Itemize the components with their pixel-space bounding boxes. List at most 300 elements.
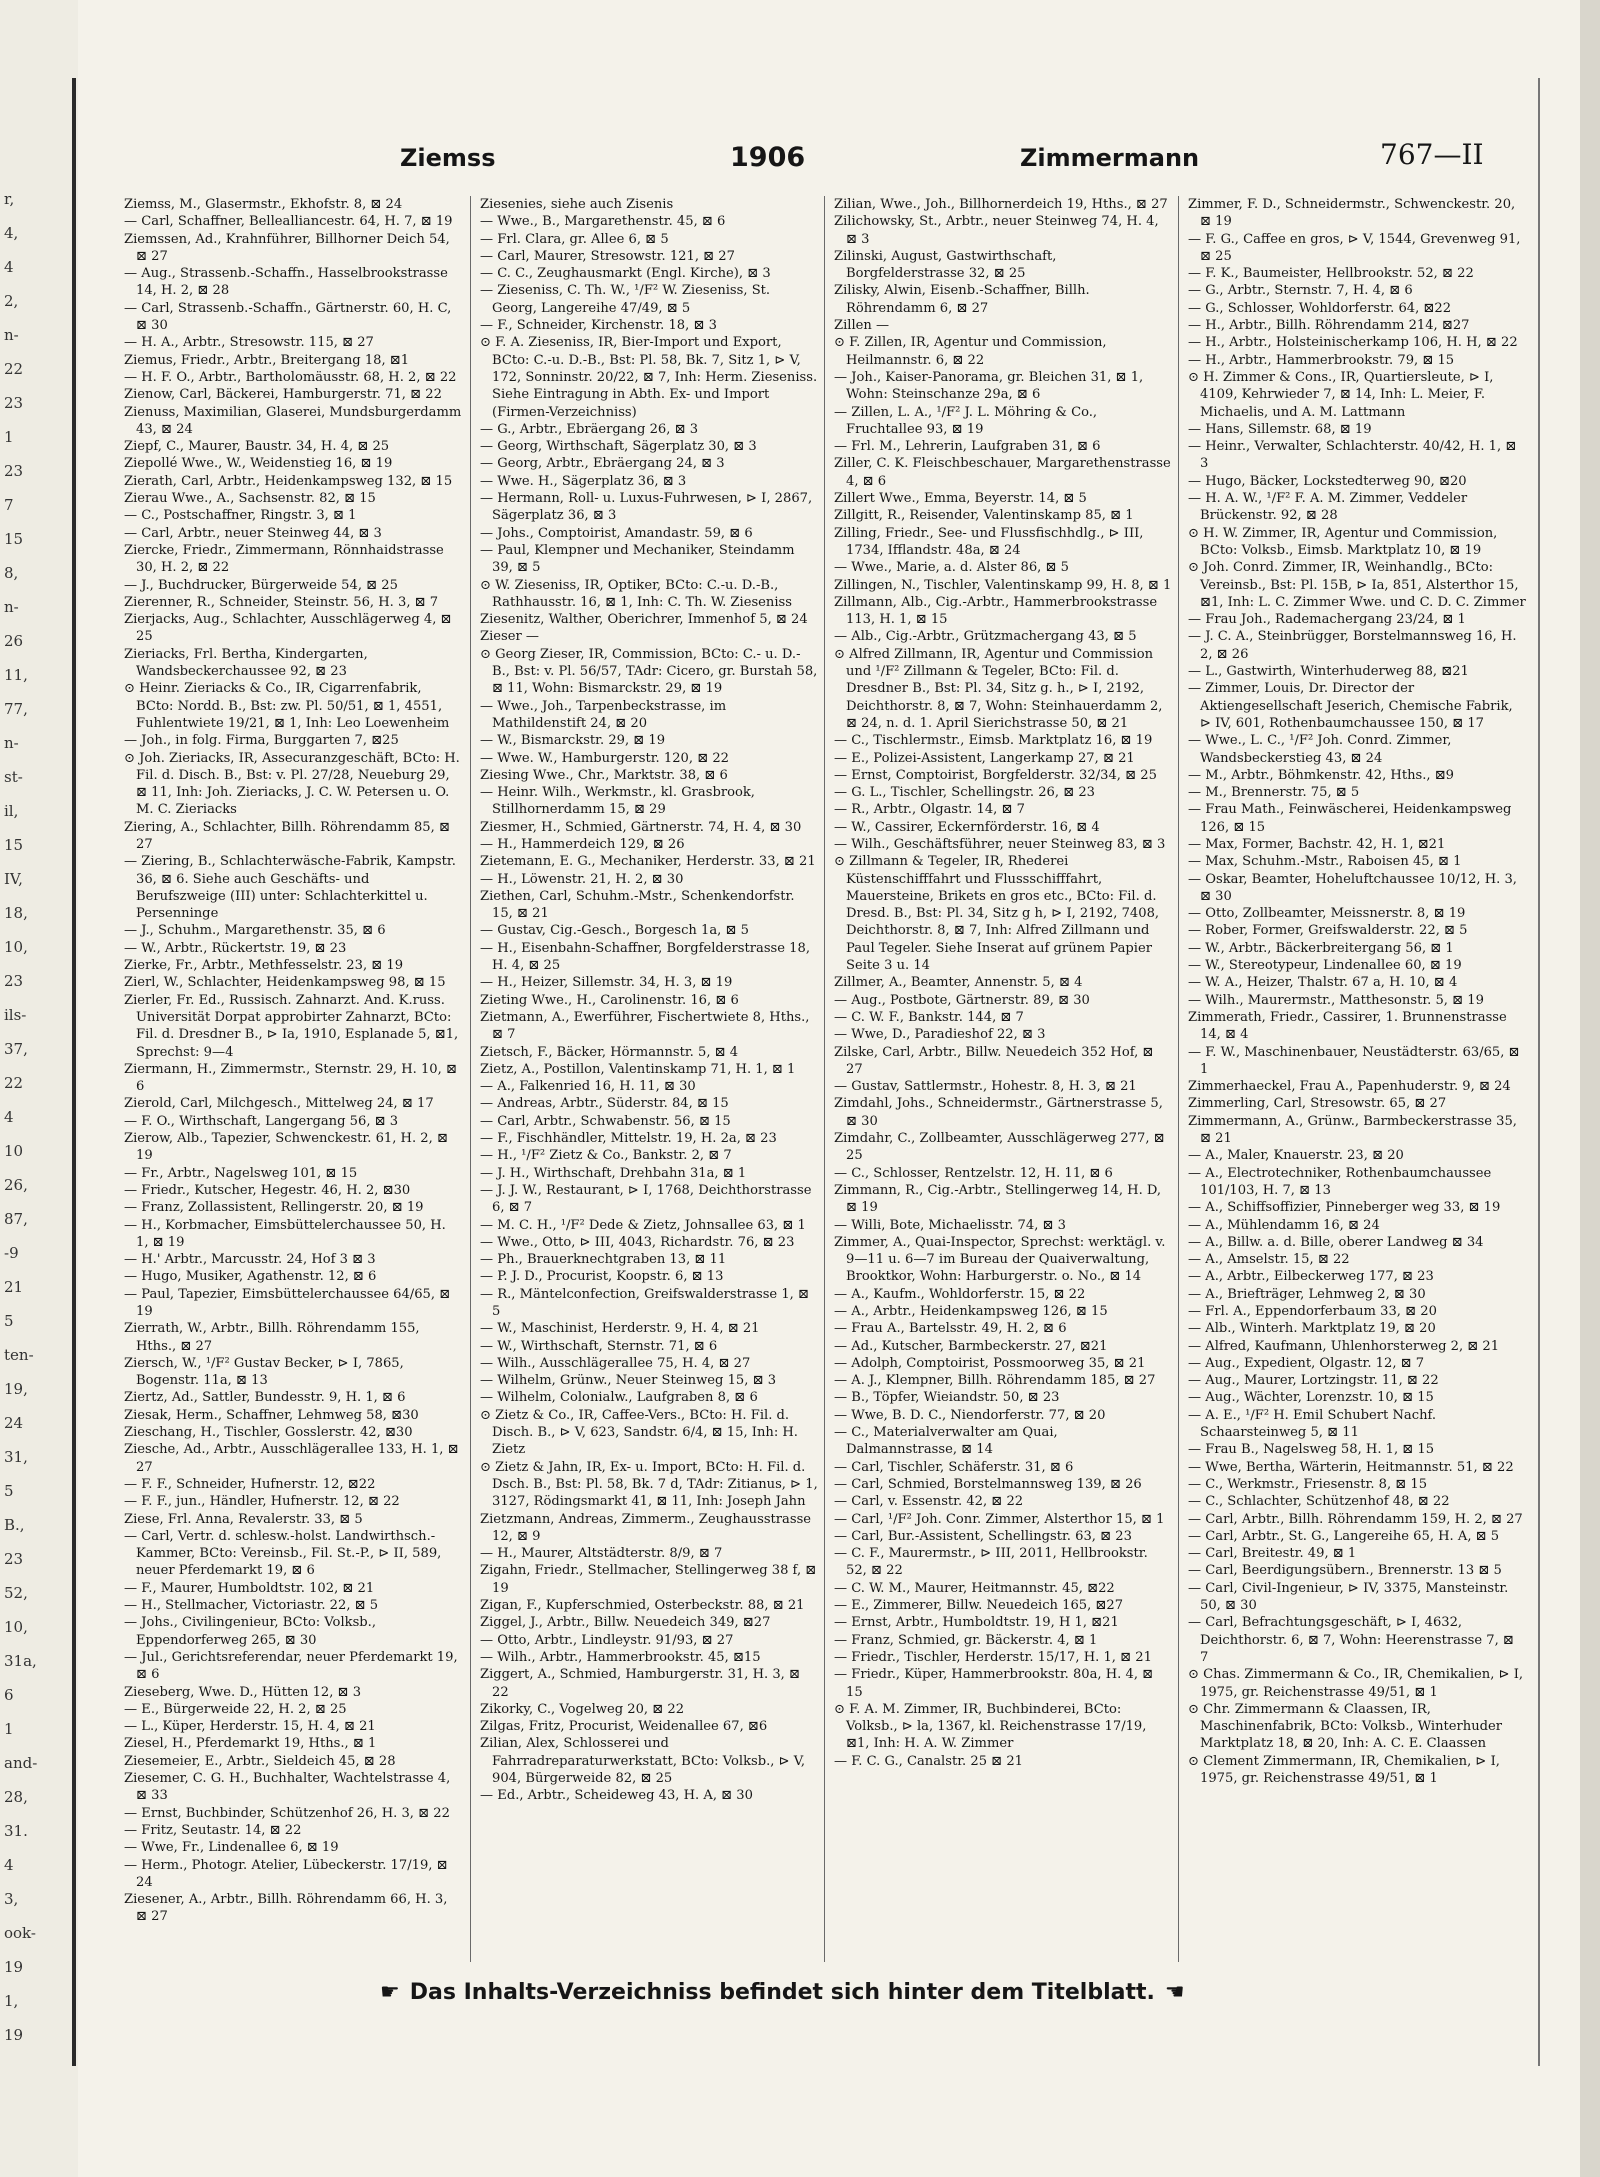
directory-entry: Ziesemeier, E., Arbtr., Sieldeich 45, ⊠ 28: [124, 1753, 396, 1769]
margin-fragment: B.,: [4, 1516, 25, 1534]
directory-entry: — W., Arbtr., Bäckerbreitergang 56, ⊠ 1: [1188, 940, 1454, 956]
header-left-name: Ziemss: [400, 144, 496, 172]
margin-fragment: IV,: [4, 870, 23, 888]
directory-entry: Ziesche, Ad., Arbtr., Ausschlägerallee 133, H. 1, ⊠ 27: [124, 1442, 459, 1475]
directory-entry: Zilian, Alex, Schlosserei und Fahrradreparaturwerkstatt, BCto: Volksb., ⊳ V, 904, Bürgerweide 82, ⊠ 25: [480, 1736, 806, 1787]
directory-entry: — Ad., Kutscher, Barmbeckerstr. 27, ⊠21: [834, 1338, 1108, 1354]
footer-text: Das Inhalts-Verzeichniss befindet sich hinter dem Titelblatt.: [409, 1979, 1155, 2005]
directory-entry: — Aug., Expedient, Olgastr. 12, ⊠ 7: [1188, 1355, 1425, 1371]
directory-entry: Zilgas, Fritz, Procurist, Weidenallee 67, ⊠6: [480, 1719, 768, 1735]
directory-entry: — H. F. O., Arbtr., Bartholomäusstr. 68, H. 2, ⊠ 22: [124, 369, 457, 385]
directory-entry: — Zimmer, Louis, Dr. Director der Aktiengesellschaft Jeserich, Chemische Fabrik, ⊳ IV, 601, Rothenbaumchaussee 150, ⊠ 17: [1188, 681, 1513, 731]
margin-fragment: 23: [4, 972, 24, 990]
directory-entry: Zillen —: [834, 318, 890, 334]
directory-entry: Zilling, Friedr., See- und Flussfischhdlg., ⊳ III, 1734, Ifflandstr. 48a, ⊠ 24: [834, 525, 1144, 558]
directory-entry: — Ernst, Arbtr., Humboldtstr. 19, H 1, ⊠21: [834, 1615, 1119, 1631]
directory-entry: — Max, Schuhm.-Mstr., Raboisen 45, ⊠ 1: [1188, 854, 1462, 870]
directory-entry: — Hans, Sillemstr. 68, ⊠ 19: [1188, 421, 1372, 437]
directory-entry: — C. F., Maurermstr., ⊳ III, 2011, Hellbrookstr. 52, ⊠ 22: [834, 1546, 1148, 1579]
margin-fragment: 87,: [4, 1210, 28, 1228]
directory-entry: Zilisky, Alwin, Eisenb.-Schaffner, Billh. Röhrendamm 6, ⊠ 27: [834, 283, 1090, 316]
directory-entry: — Aug., Wächter, Lorenzstr. 10, ⊠ 15: [1188, 1390, 1434, 1406]
directory-entry: Zimmerhaeckel, Frau A., Papenhuderstr. 9, ⊠ 24: [1188, 1079, 1511, 1095]
directory-entry: — C., Schlosser, Rentzelstr. 12, H. 11, ⊠ 6: [834, 1165, 1113, 1181]
directory-entry: — Carl, v. Essenstr. 42, ⊠ 22: [834, 1494, 1024, 1510]
directory-entry: — Ernst, Buchbinder, Schützenhof 26, H. 3, ⊠ 22: [124, 1805, 450, 1821]
directory-entry: — M., Brennerstr. 75, ⊠ 5: [1188, 785, 1360, 801]
directory-entry: Zimmermann, A., Grünw., Barmbeckerstrasse 35, ⊠ 21: [1188, 1113, 1517, 1147]
directory-entry: ⊙ H. W. Zimmer, IR, Agentur und Commission, BCto: Volksb., Eimsb. Marktplatz 10, ⊠ 19: [1188, 525, 1498, 558]
margin-fragment: 19: [4, 1958, 24, 1976]
directory-entry: — A., Arbtr., Eilbeckerweg 177, ⊠ 23: [1188, 1269, 1434, 1285]
directory-entry: — Carl, Arbtr., St. G., Langereihe 65, H. A, ⊠ 5: [1188, 1528, 1500, 1544]
directory-entry: — Heinr., Verwalter, Schlachterstr. 40/42, H. 1, ⊠ 3: [1188, 439, 1517, 472]
footer-note: [380, 1976, 1280, 2008]
directory-entry: Ziesener, A., Arbtr., Billh. Röhrendamm 66, H. 3, ⊠ 27: [124, 1892, 448, 1925]
directory-entry: — Frau Math., Feinwäscherei, Heidenkampsweg 126, ⊠ 15: [1188, 802, 1512, 835]
header-right-name: Zimmermann: [1020, 144, 1200, 172]
margin-fragment: n-: [4, 598, 19, 616]
margin-fragment: 21: [4, 1278, 24, 1296]
directory-entry: Ziepollé Wwe., W., Weidenstieg 16, ⊠ 19: [124, 456, 393, 472]
pointing-hand-right-icon: ☛: [380, 1979, 400, 2005]
directory-entry: — Rober, Former, Greifswalderstr. 22, ⊠ 5: [1188, 923, 1468, 939]
directory-entry: — Otto, Zollbeamter, Meissnerstr. 8, ⊠ 19: [1188, 906, 1466, 922]
directory-entry: Ziertz, Ad., Sattler, Bundesstr. 9, H. 1, ⊠ 6: [124, 1390, 406, 1406]
directory-entry: Zillmann, Alb., Cig.-Arbtr., Hammerbrookstrasse 113, H. 1, ⊠ 15: [834, 594, 1158, 628]
directory-entry: — Gustav, Cig.-Gesch., Borgesch 1a, ⊠ 5: [480, 923, 749, 939]
directory-entry: Zimdahr, C., Zollbeamter, Ausschlägerweg 277, ⊠ 25: [834, 1131, 1165, 1164]
directory-entry: — H., Arbtr., Billh. Röhrendamm 214, ⊠27: [1188, 318, 1470, 334]
directory-entry: — Wwe, Bertha, Wärterin, Heitmannstr. 51, ⊠ 22: [1188, 1459, 1514, 1475]
directory-entry: — Carl, Breitestr. 49, ⊠ 1: [1188, 1546, 1357, 1562]
directory-entry: Zierrath, W., Arbtr., Billh. Röhrendamm 155, Hths., ⊠ 27: [124, 1321, 420, 1354]
margin-fragment: 19,: [4, 1380, 28, 1398]
margin-fragment: 24: [4, 1414, 24, 1432]
directory-entry: — W. A., Heizer, Thalstr. 67 a, H. 10, ⊠ 4: [1188, 975, 1458, 991]
directory-entry: — Fritz, Seutastr. 14, ⊠ 22: [124, 1822, 302, 1838]
directory-entry: Ziesenies, siehe auch Zisenis: [480, 197, 674, 212]
directory-entry: ⊙ Chas. Zimmermann & Co., IR, Chemikalien, ⊳ I, 1975, gr. Reichenstrasse 49/51, ⊠ 1: [1188, 1667, 1524, 1700]
directory-entry: — F. G., Caffee en gros, ⊳ V, 1544, Grevenweg 91, ⊠ 25: [1188, 231, 1521, 264]
directory-entry: Zilske, Carl, Arbtr., Billw. Neuedeich 352 Hof, ⊠ 27: [834, 1044, 1154, 1077]
directory-entry: — B., Töpfer, Wieiandstr. 50, ⊠ 23: [834, 1390, 1060, 1406]
directory-entry: — Otto, Arbtr., Lindleystr. 91/93, ⊠ 27: [480, 1632, 734, 1648]
margin-fragment: 26: [4, 632, 24, 650]
directory-entry: — Paul, Tapezier, Eimsbüttelerchaussee 64/65, ⊠ 19: [124, 1286, 451, 1319]
directory-entry: Ziepf, C., Maurer, Baustr. 34, H. 4, ⊠ 25: [124, 439, 390, 455]
directory-entry: — Wwe., Otto, ⊳ III, 4043, Richardstr. 76, ⊠ 23: [480, 1234, 795, 1250]
directory-entry: — Georg, Arbtr., Ebräergang 24, ⊠ 3: [480, 456, 725, 472]
directory-entry: Zietz, A., Postillon, Valentinskamp 71, H. 1, ⊠ 1: [480, 1061, 796, 1077]
directory-entry: — G., Arbtr., Sternstr. 7, H. 4, ⊠ 6: [1188, 283, 1413, 299]
margin-fragment: 28,: [4, 1788, 28, 1806]
margin-fragment: 5: [4, 1312, 14, 1330]
directory-entry: ⊙ Chr. Zimmermann & Claassen, IR, Maschinenfabrik, BCto: Volksb., Winterhuder Marktplatz 18, ⊠ 20, Inh: A. C. E. Claassen: [1188, 1701, 1503, 1752]
margin-fragment: n-: [4, 734, 19, 752]
margin-fragment: 22: [4, 1074, 24, 1092]
directory-entry: — H., Maurer, Altstädterstr. 8/9, ⊠ 7: [480, 1546, 723, 1562]
directory-entry: ⊙ Zillmann & Tegeler, IR, Rhederei Küstenschifffahrt und Flussschifffahrt, Mauersteine, Brikets en gros etc., BCto: Fil. d. Dresd. B., Bst: Pl. 34, Sitz g h, ⊳ I, 2192, 7408, Deichthorstr. 8, ⊠ 7, Inh: Alfred Zillmann und Paul Tegeler. Siehe Inserat auf grünem Papier Seite 3 u. 14: [834, 854, 1160, 974]
left-binding-rule: [72, 78, 76, 2066]
directory-entry: — Aug., Postbote, Gärtnerstr. 89, ⊠ 30: [834, 992, 1090, 1008]
directory-entry: Zimmer, F. D., Schneidermstr., Schwenckestr. 20, ⊠ 19: [1188, 197, 1516, 230]
directory-entry: — Carl, Maurer, Stresowstr. 121, ⊠ 27: [480, 248, 735, 264]
directory-entry: — C., Materialverwalter am Quai, Dalmannstrasse, ⊠ 14: [834, 1425, 1058, 1458]
directory-entry: — Wilhelm, Colonialw., Laufgraben 8, ⊠ 6: [480, 1390, 758, 1406]
margin-fragment: 11,: [4, 666, 28, 684]
directory-entry: — Wilh., Maurermstr., Matthesonstr. 5, ⊠ 19: [1188, 992, 1484, 1008]
directory-entry: — Carl, Schaffner, Bellealliancestr. 64, H. 7, ⊠ 19: [124, 214, 453, 230]
directory-entry: — H.' Arbtr., Marcusstr. 24, Hof 3 ⊠ 3: [124, 1252, 376, 1268]
directory-entry: — W., Bismarckstr. 29, ⊠ 19: [480, 733, 666, 749]
directory-entry: — F. O., Wirthschaft, Langergang 56, ⊠ 3: [124, 1113, 399, 1129]
directory-entry: Ziesenitz, Walther, Oberichrer, Immenhof 5, ⊠ 24: [480, 612, 808, 628]
margin-fragment: r,: [4, 190, 15, 208]
directory-entry: — C. C., Zeughausmarkt (Engl. Kirche), ⊠ 3: [480, 266, 771, 282]
right-page-edge: [1580, 0, 1600, 2177]
directory-entry: — R., Mäntelconfection, Greifswalderstrasse 1, ⊠ 5: [480, 1286, 809, 1319]
directory-entry: Ziermann, H., Zimmermstr., Sternstr. 29, H. 10, ⊠ 6: [124, 1061, 457, 1095]
margin-fragment: 8,: [4, 564, 19, 582]
directory-entry: Zienow, Carl, Bäckerei, Hamburgerstr. 71, ⊠ 22: [124, 387, 442, 403]
directory-entry: — W., Cassirer, Eckernförderstr. 16, ⊠ 4: [834, 819, 1100, 835]
directory-entry: Zimmann, R., Cig.-Arbtr., Stellingerweg 14, H. D, ⊠ 19: [834, 1182, 1162, 1216]
directory-entry: — Hugo, Musiker, Agathenstr. 12, ⊠ 6: [124, 1269, 377, 1285]
directory-entry: Zimdahl, Johs., Schneidermstr., Gärtnerstrasse 5, ⊠ 30: [834, 1096, 1163, 1129]
directory-entry: — C. W. F., Bankstr. 144, ⊠ 7: [834, 1009, 1024, 1025]
directory-entry: Zienuss, Maximilian, Glaserei, Mundsburgerdamm 43, ⊠ 24: [124, 404, 462, 437]
directory-entry: — Alfred, Kaufmann, Uhlenhorsterweg 2, ⊠ 21: [1188, 1338, 1500, 1354]
margin-fragment: 1: [4, 428, 14, 446]
directory-entry: Zierenner, R., Schneider, Steinstr. 56, H. 3, ⊠ 7: [124, 594, 439, 610]
margin-fragment: 22: [4, 360, 24, 378]
directory-entry: — Franz, Schmied, gr. Bäckerstr. 4, ⊠ 1: [834, 1632, 1098, 1648]
directory-entry: ⊙ H. Zimmer & Cons., IR, Quartiersleute, ⊳ I, 4109, Kehrwieder 7, ⊠ 14, Inh: L. Meier, F. Michaelis, und A. M. Lattmann: [1188, 369, 1494, 420]
directory-entry: — Willi, Bote, Michaelisstr. 74, ⊠ 3: [834, 1217, 1066, 1233]
directory-entry: — F., Schneider, Kirchenstr. 18, ⊠ 3: [480, 318, 717, 334]
directory-entry: Zierl, W., Schlachter, Heidenkampsweg 98, ⊠ 15: [124, 975, 446, 991]
directory-entry: — J., Buchdrucker, Bürgerweide 54, ⊠ 25: [124, 577, 398, 593]
directory-entry: Ziemss, M., Glasermstr., Ekhofstr. 8, ⊠ 24: [124, 197, 403, 212]
margin-fragment: 3,: [4, 1890, 19, 1908]
margin-fragment: 10,: [4, 1618, 28, 1636]
margin-fragment: 4: [4, 1108, 14, 1126]
directory-entry: — Wilhelm, Grünw., Neuer Steinweg 15, ⊠ 3: [480, 1373, 777, 1389]
directory-entry: Zierau Wwe., A., Sachsenstr. 82, ⊠ 15: [124, 491, 376, 507]
directory-entry: — E., Zimmerer, Billw. Neuedeich 165, ⊠27: [834, 1598, 1124, 1614]
directory-entry: — Jul., Gerichtsreferendar, neuer Pferdemarkt 19, ⊠ 6: [124, 1649, 458, 1683]
directory-entry: — H., Arbtr., Hammerbrookstr. 79, ⊠ 15: [1188, 352, 1455, 368]
directory-entry: — Frl. M., Lehrerin, Laufgraben 31, ⊠ 6: [834, 439, 1101, 455]
margin-fragment: n-: [4, 326, 19, 344]
directory-entry: — Wwe, Fr., Lindenallee 6, ⊠ 19: [124, 1840, 339, 1856]
directory-entry: — Andreas, Arbtr., Süderstr. 84, ⊠ 15: [480, 1096, 729, 1112]
directory-entry: — Carl, Arbtr., neuer Steinweg 44, ⊠ 3: [124, 525, 382, 541]
directory-entry: — A. J., Klempner, Billh. Röhrendamm 185, ⊠ 27: [834, 1373, 1156, 1389]
directory-entry: — Frau B., Nagelsweg 58, H. 1, ⊠ 15: [1188, 1442, 1435, 1458]
directory-entry: — W., Maschinist, Herderstr. 9, H. 4, ⊠ 21: [480, 1321, 760, 1337]
margin-fragment: 1: [4, 1720, 14, 1738]
directory-entry: Zikorky, C., Vogelweg 20, ⊠ 22: [480, 1701, 685, 1717]
directory-entry: — Friedr., Küper, Hammerbrookstr. 80a, H. 4, ⊠ 15: [834, 1667, 1154, 1700]
directory-entry: — F. C. G., Canalstr. 25 ⊠ 21: [834, 1753, 1023, 1769]
directory-entry: Zilichowsky, St., Arbtr., neuer Steinweg 74, H. 4, ⊠ 3: [834, 214, 1159, 247]
margin-fragment: st-: [4, 768, 23, 786]
directory-entry: — C. W. M., Maurer, Heitmannstr. 45, ⊠22: [834, 1580, 1115, 1596]
directory-entry: Zierjacks, Aug., Schlachter, Ausschlägerweg 4, ⊠ 25: [124, 612, 452, 645]
directory-entry: — Ph., Brauerknechtgraben 13, ⊠ 11: [480, 1252, 727, 1268]
directory-entry: — Aug., Strassenb.-Schaffn., Hasselbrookstrasse 14, H. 2, ⊠ 28: [124, 266, 448, 299]
directory-entry: Ziemus, Friedr., Arbtr., Breitergang 18, ⊠1: [124, 352, 410, 368]
directory-entry: — J., Schuhm., Margarethenstr. 35, ⊠ 6: [124, 923, 386, 939]
directory-entry: — Ziering, B., Schlachterwäsche-Fabrik, Kampstr. 36, ⊠ 6. Siehe auch Geschäfts- und Berufszweige (III) unter: Schlachterkittel u. Persenninge: [124, 854, 456, 922]
directory-entry: — F. F., Schneider, Hufnerstr. 12, ⊠22: [124, 1476, 376, 1492]
directory-entry: — H., Arbtr., Holsteinischerkamp 106, H. H, ⊠ 22: [1188, 335, 1518, 351]
directory-entry: — A., Mühlendamm 16, ⊠ 24: [1188, 1217, 1380, 1233]
directory-entry: Zimmer, A., Quai-Inspector, Sprechst: werktägl. v. 9—11 u. 6—7 im Bureau der Quaiverwaltung, Brooktkor, Wohn: Harburgerstr. o. No., ⊠ 14: [834, 1234, 1166, 1285]
directory-entry: — Ernst, Comptoirist, Borgfelderstr. 32/34, ⊠ 25: [834, 767, 1157, 783]
directory-entry: — Wwe, B. D. C., Niendorferstr. 77, ⊠ 20: [834, 1407, 1106, 1423]
directory-entry: — W., Arbtr., Rückertstr. 19, ⊠ 23: [124, 940, 347, 956]
directory-entry: Zigahn, Friedr., Stellmacher, Stellingerweg 38 f, ⊠ 19: [480, 1563, 817, 1596]
directory-entry: — H., Stellmacher, Victoriastr. 22, ⊠ 5: [124, 1598, 379, 1614]
directory-entry: — C., Werkmstr., Friesenstr. 8, ⊠ 15: [1188, 1476, 1428, 1492]
directory-entry: Zimmerling, Carl, Stresowstr. 65, ⊠ 27: [1188, 1096, 1447, 1112]
directory-entry: — E., Polizei-Assistent, Langerkamp 27, ⊠ 21: [834, 750, 1135, 766]
directory-entry: — Alb., Winterh. Marktplatz 19, ⊠ 20: [1188, 1321, 1436, 1337]
margin-fragment: 5: [4, 1482, 14, 1500]
directory-column-3: [834, 196, 1172, 1962]
directory-entry: — C., Tischlermstr., Eimsb. Marktplatz 16, ⊠ 19: [834, 733, 1153, 749]
directory-columns: [118, 196, 1526, 1962]
margin-fragment: 4: [4, 1856, 14, 1874]
margin-fragment: 31,: [4, 1448, 28, 1466]
directory-entry: — F., Fischhändler, Mittelstr. 19, H. 2a, ⊠ 23: [480, 1131, 777, 1147]
directory-column-4: [1188, 196, 1526, 1962]
directory-entry: — Wwe., Joh., Tarpenbeckstrasse, im Mathildenstift 24, ⊠ 20: [480, 698, 727, 731]
directory-entry: Zietemann, E. G., Mechaniker, Herderstr. 33, ⊠ 21: [480, 854, 816, 870]
margin-fragment: 15: [4, 836, 24, 854]
directory-entry: — R., Arbtr., Olgastr. 14, ⊠ 7: [834, 802, 1025, 818]
margin-fragment: 2,: [4, 292, 19, 310]
directory-entry: Zigan, F., Kupferschmied, Osterbeckstr. 88, ⊠ 21: [480, 1598, 805, 1614]
directory-entry: Ziesel, H., Pferdemarkt 19, Hths., ⊠ 1: [124, 1736, 377, 1752]
directory-entry: — Herm., Photogr. Atelier, Lübeckerstr. 17/19, ⊠ 24: [124, 1857, 448, 1890]
directory-entry: — Carl, Arbtr., Schwabenstr. 56, ⊠ 15: [480, 1113, 731, 1129]
directory-entry: — Frl. A., Eppendorferbaum 33, ⊠ 20: [1188, 1304, 1437, 1319]
directory-entry: — J. C. A., Steinbrügger, Borstelmannsweg 16, H. 2, ⊠ 26: [1188, 629, 1517, 662]
margin-fragment: 52,: [4, 1584, 28, 1602]
directory-entry: — Joh., in folg. Firma, Burggarten 7, ⊠25: [124, 733, 399, 749]
directory-entry: Ziese, Frl. Anna, Revalerstr. 33, ⊠ 5: [124, 1511, 363, 1527]
directory-entry: — F., Maurer, Humboldtstr. 102, ⊠ 21: [124, 1580, 375, 1596]
directory-entry: — Zieseniss, C. Th. W., ¹/F² W. Zieseniss, St. Georg, Langereihe 47/49, ⊠ 5: [480, 283, 771, 316]
directory-entry: Zilinski, August, Gastwirthschaft, Borgfelderstrasse 32, ⊠ 25: [834, 248, 1057, 282]
directory-entry: Zillgitt, R., Reisender, Valentinskamp 85, ⊠ 1: [834, 508, 1134, 524]
directory-entry: ⊙ Alfred Zillmann, IR, Agentur und Commission und ¹/F² Zillmann & Tegeler, BCto: Fil. d. Dresdner B., Bst: Pl. 34, Sitz g. h., ⊳ I, 2192, Deichthorstr. 8, ⊠ 7, Wohn: Steinhauerdamm 2, ⊠ 24, n. d. 1. April Sierichstrasse 50, ⊠ 21: [834, 646, 1163, 731]
column-divider: [470, 196, 471, 1962]
directory-entry: — H., Löwenstr. 21, H. 2, ⊠ 30: [480, 871, 684, 887]
directory-entry: Ziesemer, C. G. H., Buchhalter, Wachtelstrasse 4, ⊠ 33: [124, 1771, 451, 1804]
directory-entry: — Wilh., Arbtr., Hammerbrookstr. 45, ⊠15: [480, 1649, 761, 1665]
directory-entry: — Frau Joh., Rademachergang 23/24, ⊠ 1: [1188, 612, 1466, 628]
directory-entry: — Franz, Zollassistent, Rellingerstr. 20, ⊠ 19: [124, 1200, 424, 1216]
directory-entry: Ziggert, A., Schmied, Hamburgerstr. 31, H. 3, ⊠ 22: [480, 1667, 800, 1700]
directory-entry: Ziller, C. K. Fleischbeschauer, Margarethenstrasse 4, ⊠ 6: [834, 456, 1171, 489]
directory-entry: Ziemssen, Ad., Krahnführer, Billhorner Deich 54, ⊠ 27: [124, 231, 450, 264]
right-page-border: [1538, 78, 1540, 2066]
directory-entry: — Carl, Arbtr., Billh. Röhrendamm 159, H. 2, ⊠ 27: [1188, 1511, 1523, 1527]
directory-column-1: [124, 196, 462, 1962]
directory-entry: — Paul, Klempner und Mechaniker, Steindamm 39, ⊠ 5: [480, 542, 795, 576]
directory-entry: ⊙ Clement Zimmermann, IR, Chemikalien, ⊳ I, 1975, gr. Reichenstrasse 49/51, ⊠ 1: [1188, 1753, 1500, 1787]
directory-entry: — J. H., Wirthschaft, Drehbahn 31a, ⊠ 1: [480, 1165, 747, 1181]
directory-entry: — E., Bürgerweide 22, H. 2, ⊠ 25: [124, 1701, 347, 1717]
directory-entry: Zilian, Wwe., Joh., Billhornerdeich 19, Hths., ⊠ 27: [834, 197, 1168, 212]
directory-entry: — Carl, Vertr. d. schlesw.-holst. Landwirthsch.-Kammer, BCto: Vereinsb., Fil. St.-P., ⊳ II, 589, neuer Pferdemarkt 19, ⊠ 6: [124, 1528, 442, 1579]
directory-entry: — Friedr., Tischler, Herderstr. 15/17, H. 1, ⊠ 21: [834, 1649, 1152, 1665]
directory-entry: — H. A. W., ¹/F² F. A. M. Zimmer, Veddeler Brückenstr. 92, ⊠ 28: [1188, 491, 1468, 524]
directory-entry: Ziesak, Herm., Schaffner, Lehmweg 58, ⊠30: [124, 1407, 419, 1423]
margin-fragment: 23: [4, 1550, 24, 1568]
directory-entry: Ziethen, Carl, Schuhm.-Mstr., Schenkendorfstr. 15, ⊠ 21: [480, 888, 795, 922]
directory-entry: — Fr., Arbtr., Nagelsweg 101, ⊠ 15: [124, 1165, 358, 1181]
directory-entry: — Gustav, Sattlermstr., Hohestr. 8, H. 3, ⊠ 21: [834, 1079, 1137, 1095]
directory-entry: — A., Arbtr., Heidenkampsweg 126, ⊠ 15: [834, 1304, 1108, 1319]
directory-entry: — Carl, Strassenb.-Schaffn., Gärtnerstr. 60, H. C, ⊠ 30: [124, 300, 452, 334]
directory-entry: — Zillen, L. A., ¹/F² J. L. Möhring & Co., Fruchtallee 93, ⊠ 19: [834, 404, 1098, 437]
directory-entry: — J. J. W., Restaurant, ⊳ I, 1768, Deichthorstrasse 6, ⊠ 7: [480, 1182, 812, 1216]
margin-fragment: ils-: [4, 1006, 27, 1024]
directory-entry: — Carl, Befrachtungsgeschäft, ⊳ I, 4632, Deichthorstr. 6, ⊠ 7, Wohn: Heerenstrasse 7, ⊠ 7: [1188, 1615, 1514, 1665]
directory-entry: — G., Arbtr., Ebräergang 26, ⊠ 3: [480, 421, 699, 437]
directory-entry: — Carl, ¹/F² Joh. Conr. Zimmer, Alsterthor 15, ⊠ 1: [834, 1511, 1165, 1527]
directory-entry: Ziesing Wwe., Chr., Marktstr. 38, ⊠ 6: [480, 767, 728, 783]
directory-entry: — Max, Former, Bachstr. 42, H. 1, ⊠21: [1188, 836, 1446, 852]
page-header: [380, 140, 1540, 180]
margin-fragment: 4: [4, 258, 14, 276]
directory-entry: — C., Schlachter, Schützenhof 48, ⊠ 22: [1188, 1494, 1450, 1510]
directory-entry: — Ed., Arbtr., Scheideweg 43, H. A, ⊠ 30: [480, 1788, 753, 1804]
directory-entry: — Johs., Comptoirist, Amandastr. 59, ⊠ 6: [480, 525, 753, 541]
directory-entry: — Wilh., Ausschlägerallee 75, H. 4, ⊠ 27: [480, 1355, 751, 1371]
directory-entry: — H. A., Arbtr., Stresowstr. 115, ⊠ 27: [124, 335, 374, 351]
directory-entry: Zillingen, N., Tischler, Valentinskamp 99, H. 8, ⊠ 1: [834, 577, 1172, 593]
directory-entry: Zillert Wwe., Emma, Beyerstr. 14, ⊠ 5: [834, 491, 1087, 507]
directory-entry: — Frl. Clara, gr. Allee 6, ⊠ 5: [480, 231, 669, 247]
margin-fragment: 10: [4, 1142, 24, 1160]
directory-entry: Ziersch, W., ¹/F² Gustav Becker, ⊳ I, 7865, Bogenstr. 11a, ⊠ 13: [124, 1355, 404, 1389]
directory-entry: — P. J. D., Procurist, Koopstr. 6, ⊠ 13: [480, 1269, 724, 1285]
directory-entry: — Wwe. H., Sägerplatz 36, ⊠ 3: [480, 473, 687, 489]
margin-fragment: 19: [4, 2026, 24, 2044]
directory-entry: — W., Wirthschaft, Sternstr. 71, ⊠ 6: [480, 1338, 718, 1354]
margin-fragment: and-: [4, 1754, 38, 1772]
directory-column-2: [480, 196, 818, 1962]
directory-entry: — H., Hammerdeich 129, ⊠ 26: [480, 836, 685, 852]
directory-entry: — A., Amselstr. 15, ⊠ 22: [1188, 1252, 1350, 1268]
margin-fragment: 77,: [4, 700, 28, 718]
directory-entry: — Wwe, D., Paradieshof 22, ⊠ 3: [834, 1027, 1046, 1043]
directory-entry: — H., Korbmacher, Eimsbüttelerchaussee 50, H. 1, ⊠ 19: [124, 1217, 446, 1250]
directory-entry: — L., Gastwirth, Winterhuderweg 88, ⊠21: [1188, 664, 1469, 680]
margin-fragment: 31.: [4, 1822, 28, 1840]
margin-fragment: 4,: [4, 224, 19, 242]
margin-fragment: 10,: [4, 938, 28, 956]
directory-entry: — A., Maler, Knauerstr. 23, ⊠ 20: [1188, 1148, 1404, 1164]
directory-entry: Ziesmer, H., Schmied, Gärtnerstr. 74, H. 4, ⊠ 30: [480, 819, 802, 835]
directory-entry: Zierke, Fr., Arbtr., Methfesselstr. 23, ⊠ 19: [124, 958, 404, 974]
directory-entry: ⊙ Georg Zieser, IR, Commission, BCto: C.- u. D.-B., Bst: v. Pl. 56/57, TAdr: Cicero, gr. Burstah 58, ⊠ 11, Wohn: Bismarckstr. 29, ⊠ 19: [480, 646, 818, 697]
directory-entry: — G., Schlosser, Wohldorferstr. 64, ⊠22: [1188, 300, 1452, 316]
directory-entry: — Wwe. W., Hamburgerstr. 120, ⊠ 22: [480, 750, 729, 766]
directory-entry: Zietmann, A., Ewerführer, Fischertwiete 8, Hths., ⊠ 7: [480, 1009, 810, 1043]
directory-entry: Zietsch, F., Bäcker, Hörmannstr. 5, ⊠ 4: [480, 1044, 739, 1060]
margin-fragment: 23: [4, 462, 24, 480]
directory-entry: ⊙ Joh. Conrd. Zimmer, IR, Weinhandlg., BCto: Vereinsb., Bst: Pl. 15B, ⊳ Ia, 851, Alsterthor 15, ⊠1, Inh: L. C. Zimmer Wwe. und C. D. C. Zimmer: [1188, 560, 1526, 610]
directory-entry: — M., Arbtr., Böhmkenstr. 42, Hths., ⊠9: [1188, 767, 1455, 783]
margin-fragment: il,: [4, 802, 19, 820]
directory-entry: — H., Heizer, Sillemstr. 34, H. 3, ⊠ 19: [480, 975, 733, 991]
directory-entry: — H., ¹/F² Zietz & Co., Bankstr. 2, ⊠ 7: [480, 1148, 732, 1164]
directory-entry: — Hermann, Roll- u. Luxus-Fuhrwesen, ⊳ I, 2867, Sägerplatz 36, ⊠ 3: [480, 491, 813, 524]
directory-entry: — Wilh., Geschäftsführer, neuer Steinweg 83, ⊠ 3: [834, 836, 1166, 852]
directory-entry: — Heinr. Wilh., Werkmstr., kl. Grasbrook, Stillhornerdamm 15, ⊠ 29: [480, 785, 755, 818]
directory-entry: Zieschang, H., Tischler, Gosslerstr. 42, ⊠30: [124, 1425, 413, 1441]
directory-entry: Zietzmann, Andreas, Zimmerm., Zeughausstrasse 12, ⊠ 9: [480, 1511, 812, 1544]
directory-entry: Zieser —: [480, 629, 540, 645]
directory-entry: ⊙ W. Zieseniss, IR, Optiker, BCto: C.-u. D.-B., Rathhausstr. 16, ⊠ 1, Inh: C. Th. W. Zieseniss: [480, 577, 792, 610]
directory-entry: — F. K., Baumeister, Hellbrookstr. 52, ⊠ 22: [1188, 266, 1474, 282]
directory-entry: — A., Kaufm., Wohldorferstr. 15, ⊠ 22: [834, 1286, 1086, 1302]
directory-entry: — Wwe., L. C., ¹/F² Joh. Conrd. Zimmer, Wandsbeckerstieg 43, ⊠ 24: [1188, 733, 1452, 766]
directory-entry: Zieting Wwe., H., Carolinenstr. 16, ⊠ 6: [480, 992, 739, 1008]
directory-entry: — G. L., Tischler, Schellingstr. 26, ⊠ 23: [834, 785, 1096, 801]
directory-entry: — Oskar, Beamter, Hoheluftchaussee 10/12, H. 3, ⊠ 30: [1188, 871, 1517, 904]
directory-entry: ⊙ F. A. Zieseniss, IR, Bier-Import und Export, BCto: C.-u. D.-B., Bst: Pl. 58, Bk. 7, Sitz 1, ⊳ V, 172, Sonninstr. 20/22, ⊠ 7, Inh: Herm. Zieseniss. Siehe Eintragung in Abth. Ex- und Import (Firmen-Verzeichniss): [480, 335, 818, 420]
directory-entry: — Georg, Wirthschaft, Sägerplatz 30, ⊠ 3: [480, 439, 757, 455]
directory-entry: — A., Electrotechniker, Rothenbaumchaussee 101/103, H. 7, ⊠ 13: [1188, 1165, 1492, 1198]
margin-fragment: 23: [4, 394, 24, 412]
column-divider: [824, 196, 825, 1962]
margin-fragment: 15: [4, 530, 24, 548]
directory-entry: — Carl, Bur.-Assistent, Schellingstr. 63, ⊠ 23: [834, 1528, 1132, 1544]
directory-entry: Zierold, Carl, Milchgesch., Mittelweg 24, ⊠ 17: [124, 1096, 434, 1112]
directory-entry: — Johs., Civilingenieur, BCto: Volksb., Eppendorferweg 265, ⊠ 30: [124, 1615, 376, 1648]
margin-fragment: -9: [4, 1244, 19, 1262]
directory-entry: — Carl, Schmied, Borstelmannsweg 139, ⊠ 26: [834, 1476, 1142, 1492]
directory-entry: — Joh., Kaiser-Panorama, gr. Bleichen 31, ⊠ 1, Wohn: Steinschanze 29a, ⊠ 6: [834, 369, 1144, 403]
directory-entry: — Frau A., Bartelsstr. 49, H. 2, ⊠ 6: [834, 1321, 1067, 1337]
directory-entry: Zillmer, A., Beamter, Annenstr. 5, ⊠ 4: [834, 975, 1083, 991]
column-divider: [1178, 196, 1179, 1962]
header-year: 1906: [730, 142, 806, 173]
directory-entry: Zierath, Carl, Arbtr., Heidenkampsweg 132, ⊠ 15: [124, 473, 453, 489]
margin-fragment: 31a,: [4, 1652, 37, 1670]
margin-fragment: ook-: [4, 1924, 36, 1942]
directory-entry: Zierler, Fr. Ed., Russisch. Zahnarzt. And. K.russ. Universität Dorpat approbirter Zahnarzt, BCto: Fil. d. Dresdner B., ⊳ Ia, 1910, Esplanade 5, ⊠1, Sprechst: 9—4: [124, 992, 459, 1060]
directory-entry: — Hugo, Bäcker, Lockstedterweg 90, ⊠20: [1188, 473, 1467, 489]
directory-entry: Zieseberg, Wwe. D., Hütten 12, ⊠ 3: [124, 1684, 362, 1700]
directory-entry: — Wwe., Marie, a. d. Alster 86, ⊠ 5: [834, 560, 1069, 576]
directory-entry: — Carl, Beerdigungsübern., Brennerstr. 13 ⊠ 5: [1188, 1563, 1502, 1579]
directory-entry: — F. F., jun., Händler, Hufnerstr. 12, ⊠ 22: [124, 1494, 400, 1510]
left-margin-fragment: [0, 0, 78, 2177]
directory-entry: — C., Postschaffner, Ringstr. 3, ⊠ 1: [124, 508, 357, 524]
directory-entry: ⊙ F. Zillen, IR, Agentur und Commission, Heilmannstr. 6, ⊠ 22: [834, 335, 1107, 368]
directory-entry: — H., Eisenbahn-Schaffner, Borgfelderstrasse 18, H. 4, ⊠ 25: [480, 940, 810, 974]
